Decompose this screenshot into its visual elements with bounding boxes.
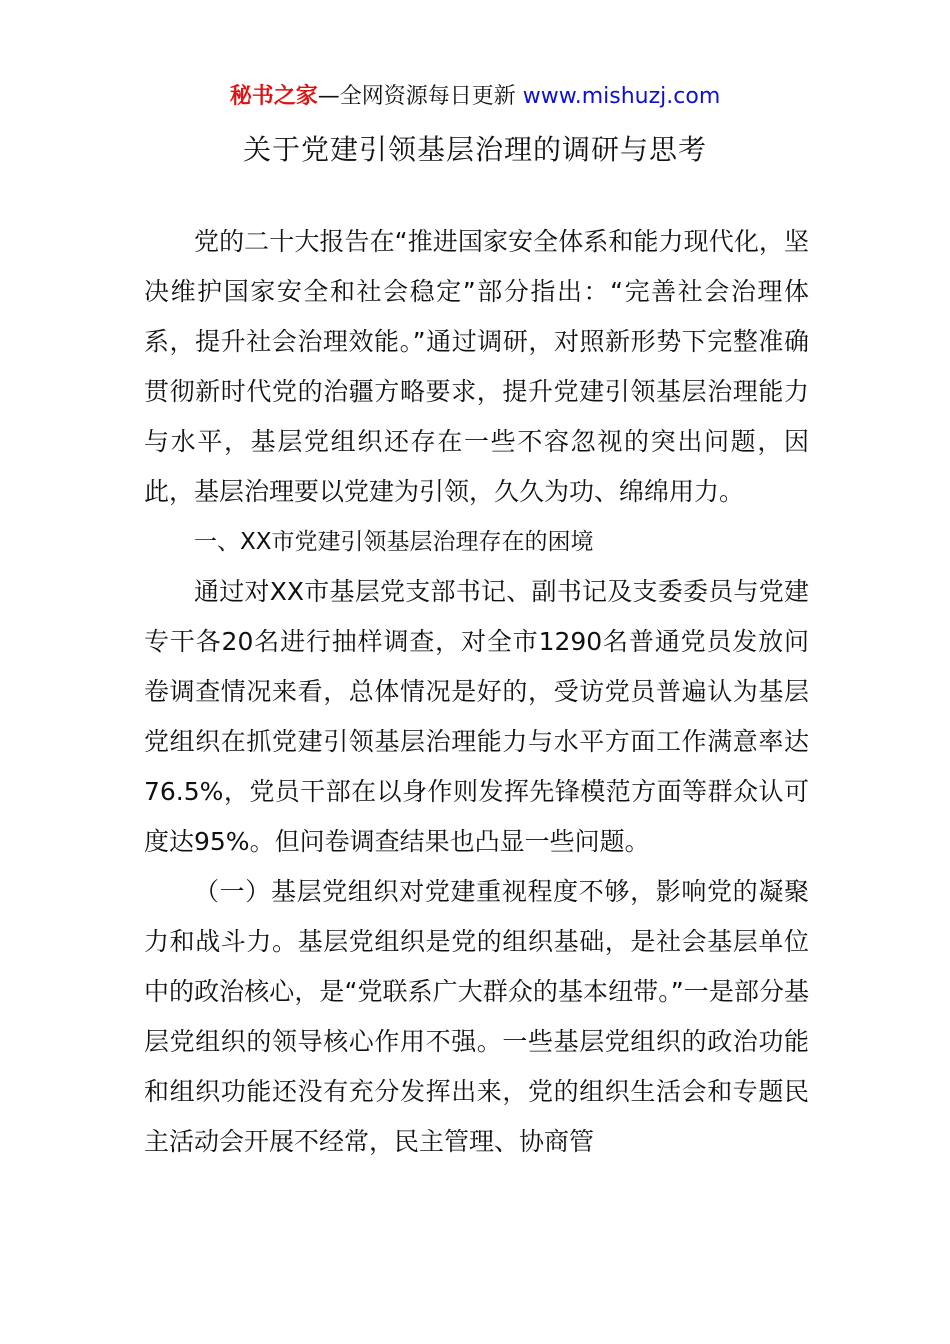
paragraph-intro: 党的二十大报告在“推进国家安全体系和能力现代化，坚决维护国家安全和社会稳定”部分指出：“完善社会治理体系，提升社会治理效能。”通过调研，对照新形势下完整准确贯彻新时代党的治疆方略要求，提升党建引领基层治理能力与水平，基层党组织还存在一些不容忽视的突出问题，因此，基层治理要以党建为引领，久久为功、绵绵用力。 [144,227,809,506]
document-title: 关于党建引领基层治理的调研与思考 [242,133,707,166]
section-heading-1: 一、XX市党建引领基层治理存在的困境 [194,529,594,555]
brand-name: 秘书之家 [229,84,318,109]
website-link[interactable]: www.mishuzj.com [522,84,721,109]
paragraph-issue-1: （一）基层党组织对党建重视程度不够，影响党的凝聚力和战斗力。基层党组织是党的组织基础，是社会基层单位中的政治核心，是“党联系广大群众的基本纽带。”一是部分基层党组织的领导核心作用不强。一些基层党组织的政治功能和组织功能还没有充分发挥出来，党的组织生活会和专题民主活动会开展不经常，民主管理、协商管 [144,877,809,1156]
source-banner [0,82,950,112]
paragraph-survey: 通过对XX市基层党支部书记、副书记及支委委员与党建专干各20名进行抽样调查，对全市1290名普通党员发放问卷调查情况来看，总体情况是好的，受访党员普遍认为基层党组织在抓党建引领基层治理能力与水平方面工作满意率达76.5%，党员干部在以身作则发挥先锋模范方面等群众认可度达95%。但问卷调查结果也凸显一些问题。 [144,577,809,856]
banner-tagline: —全网资源每日更新 [317,84,516,109]
document-body [144,217,809,1167]
